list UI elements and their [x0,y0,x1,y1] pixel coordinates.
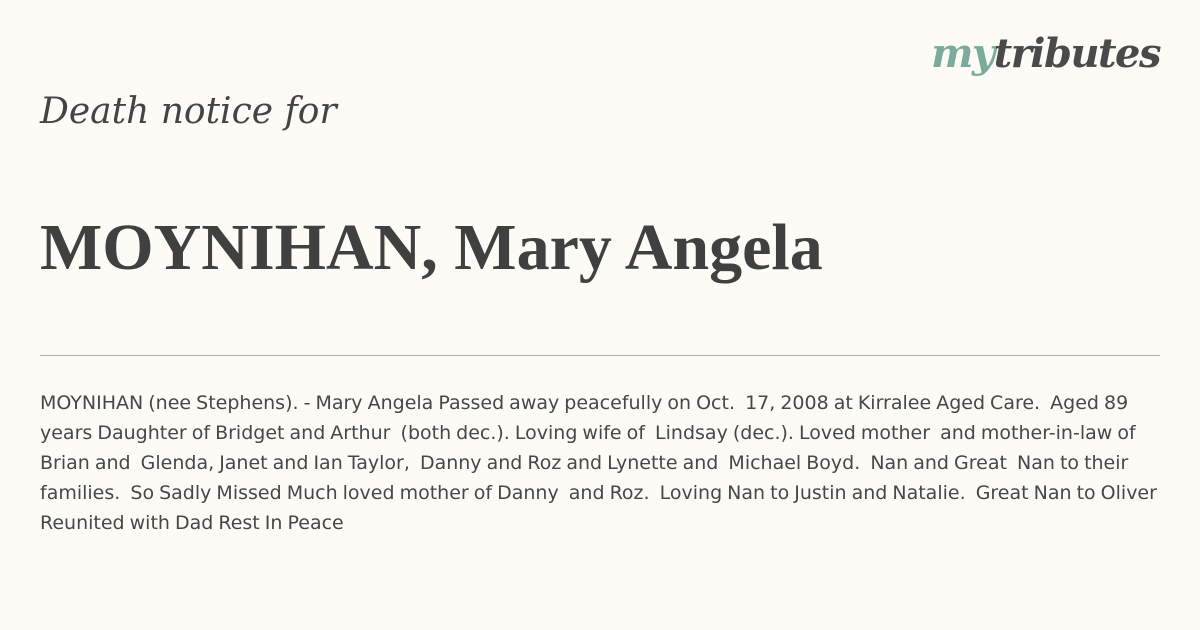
deceased-name: MOYNIHAN, Mary Angela [40,211,823,284]
section-divider [40,355,1160,356]
logo-prefix: my [931,30,994,77]
mytributes-logo [931,30,1160,77]
logo-suffix: tributes [993,30,1160,77]
notice-body: MOYNIHAN (nee Stephens). - Mary Angela Passed away peacefully on Oct. 17, 2008 at Kirralee Aged Care. Aged 89 years Daughter of Bridget and Arthur (both dec.). Loving wife of Lindsay (dec.). Loved mother and mother-in-law of Brian and Glenda, Janet and Ian Taylor, Danny and Roz and Lynette and Michael Boyd. Nan and Great Nan to their families. So Sadly Missed Much loved mother of Danny and Roz. Loving Nan to Justin and Natalie. Great Nan to Oliver Reunited with Dad Rest In Peace [40,392,1162,534]
notice-kicker: Death notice for [40,91,337,132]
